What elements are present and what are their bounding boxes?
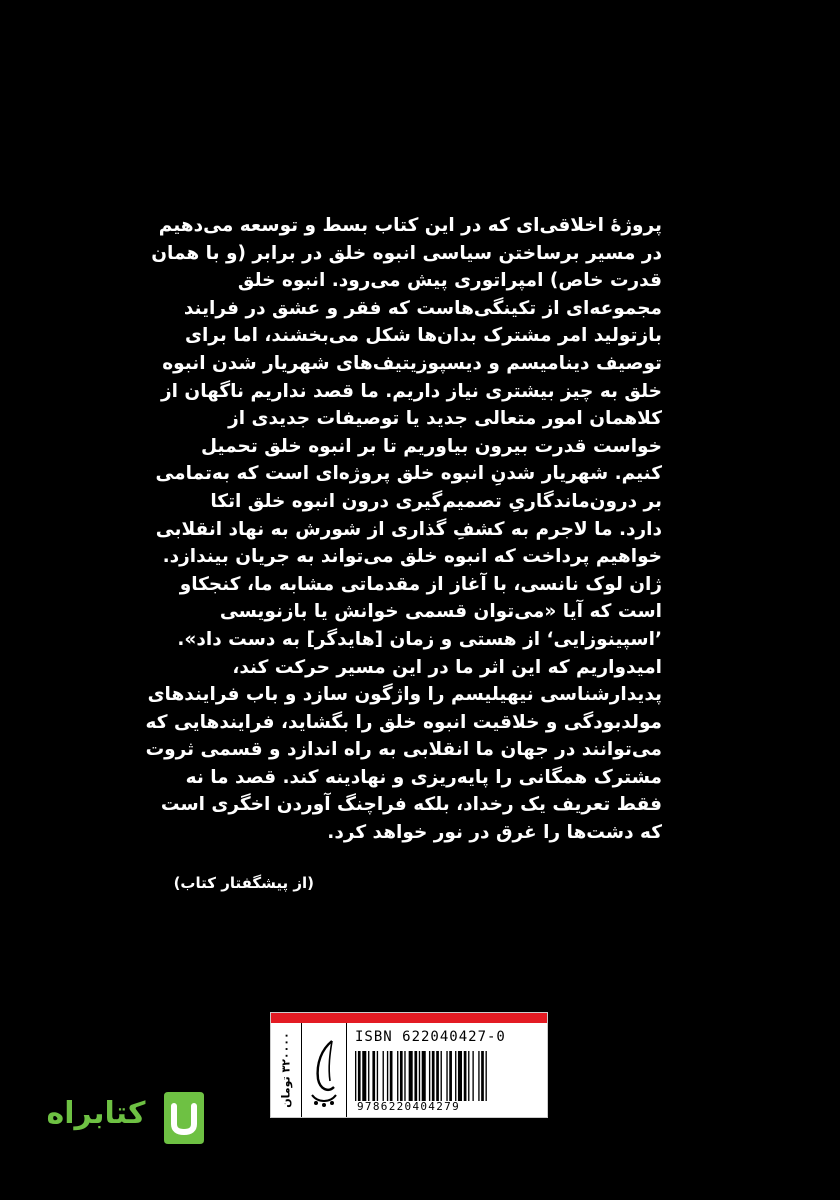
- blurb-line: خواهیم پرداخت که انبوه خلق می‌تواند به جریان بیندازد.: [162, 546, 662, 568]
- blurb-line: مولدبودگی و خلاقیت انبوه خلق را بگشاید، فرایندهایی که: [145, 711, 662, 733]
- barcode-bar: [355, 1051, 356, 1101]
- blurb-line: ژان لوک نانسی، با آغاز از مقدماتی مشابه ما، کنجکاو: [179, 573, 662, 595]
- barcode-bar: [404, 1051, 405, 1101]
- blurb-line: در مسیر برساختن سیاسی انبوه خلق در برابر (و با همان: [151, 242, 662, 264]
- blurb-line: که دشت‌ها را غرق در نور خواهد کرد.: [327, 822, 662, 844]
- barcode-bar: [472, 1051, 473, 1101]
- barcode-bar: [455, 1051, 456, 1101]
- blurb-line: خواست قدرت بیرون بیاوریم تا بر انبوه خلق تحمیل: [201, 435, 662, 457]
- barcode-bar: [368, 1051, 369, 1101]
- blurb-line: امیدواریم که این اثر ما در این مسیر حرکت کند،: [232, 656, 662, 678]
- barcode-bar: [372, 1051, 375, 1101]
- barcode-bar: [436, 1051, 439, 1101]
- barcode-bar: [387, 1051, 388, 1101]
- barcode-bar: [377, 1051, 378, 1101]
- blurb-source: (از پیشگفتار کتاب): [173, 874, 314, 892]
- barcode-bar: [468, 1051, 469, 1101]
- blurb-line: بازتولید امر مشترک بدان‌ها شکل می‌بخشند، اما برای: [185, 325, 662, 347]
- back-cover-blurb: [145, 212, 662, 847]
- barcode-bar: [397, 1051, 398, 1101]
- barcode-area: [347, 1023, 547, 1117]
- store-bookmark-icon: [160, 1090, 208, 1146]
- barcode-bar: [441, 1051, 442, 1101]
- barcode-bar: [481, 1051, 484, 1101]
- red-band: [271, 1013, 547, 1023]
- barcode-bar: [409, 1051, 413, 1101]
- blurb-line: کنیم. شهریار شدنِ انبوه خلق پروژه‌ای است که به‌تمامی: [155, 463, 662, 485]
- price-tag: [271, 1023, 302, 1117]
- blurb-line: مشترک همگانی را پایه‌ریزی و نهادینه کند. قصد ما نه: [185, 766, 662, 788]
- barcode-bar: [390, 1051, 393, 1101]
- barcode-bar: [478, 1051, 479, 1101]
- barcode-bar: [383, 1051, 384, 1101]
- barcode-bar: [464, 1051, 467, 1101]
- isbn-text: ISBN 622040427-0: [355, 1029, 506, 1045]
- barcode-bar: [446, 1051, 447, 1101]
- blurb-line: می‌توانند در جهان ما انقلابی به راه اندازد و قسمی ثروت: [145, 739, 662, 761]
- blurb-line: پدیدارشناسی نیهیلیسم را واژگون سازد و باب فرایندهای: [147, 684, 662, 706]
- blurb-line: بر درون‌ماندگاریِ تصمیم‌گیری درون انبوه خلق اتکا: [210, 490, 662, 512]
- blurb-line: توصیف دینامیسم و دیسپوزیتیف‌های شهریار شدن انبوه: [162, 352, 662, 374]
- blurb-line: خلق به چیز بیشتری نیاز داریم. ما قصد نداریم ناگهان از: [160, 380, 662, 402]
- barcode-bar: [429, 1051, 430, 1101]
- blurb-line: مجموعه‌ای از تکینگی‌هاست که فقر و عشق در فرایند: [183, 297, 662, 319]
- barcode-bar: [358, 1051, 361, 1101]
- barcode-bar: [486, 1051, 487, 1101]
- barcode-bars: [355, 1051, 541, 1101]
- barcode-bar: [362, 1051, 366, 1101]
- barcode-bar: [400, 1051, 403, 1101]
- blurb-line: فقط تعریف یک رخداد، بلکه فراچنگ آوردن اخگری است: [160, 794, 662, 816]
- barcode-bar: [432, 1051, 435, 1101]
- price-text: ۳۲۰۰۰۰ تومان: [279, 1032, 293, 1108]
- store-logo: [40, 1088, 200, 1160]
- barcode-bar: [414, 1051, 417, 1101]
- blurb-line: دارد. ما لاجرم به کشفِ گذاری از شورش به نهاد انقلابی: [155, 518, 662, 540]
- store-logo-text: کتابراه: [46, 1096, 146, 1131]
- blurb-line: کلاهمان امور متعالی جدید یا توصیفات جدیدی از: [228, 408, 662, 430]
- barcode-bar: [419, 1051, 420, 1101]
- barcode-bar: [422, 1051, 426, 1101]
- blurb-line: ’اسپینوزایی‘ از هستی و زمان [هایدگر] به دست داد».: [177, 628, 662, 650]
- blurb-line: قدرت خاص) امپراتوری پیش می‌رود. انبوه خلق: [237, 270, 662, 292]
- publisher-bird-icon: [302, 1023, 346, 1117]
- barcode-bar: [449, 1051, 452, 1101]
- barcode-label: [270, 1012, 548, 1118]
- publisher-logo: [302, 1023, 347, 1117]
- blurb-line: است که آیا «می‌توان قسمی خوانش یا بازنویسی: [219, 601, 662, 623]
- barcode-bar: [458, 1051, 462, 1101]
- blurb-line: پروژۀ اخلاقی‌ای که در این کتاب بسط و توسعه می‌دهیم: [158, 215, 662, 236]
- ean-digits: 9786220404279: [357, 1100, 460, 1113]
